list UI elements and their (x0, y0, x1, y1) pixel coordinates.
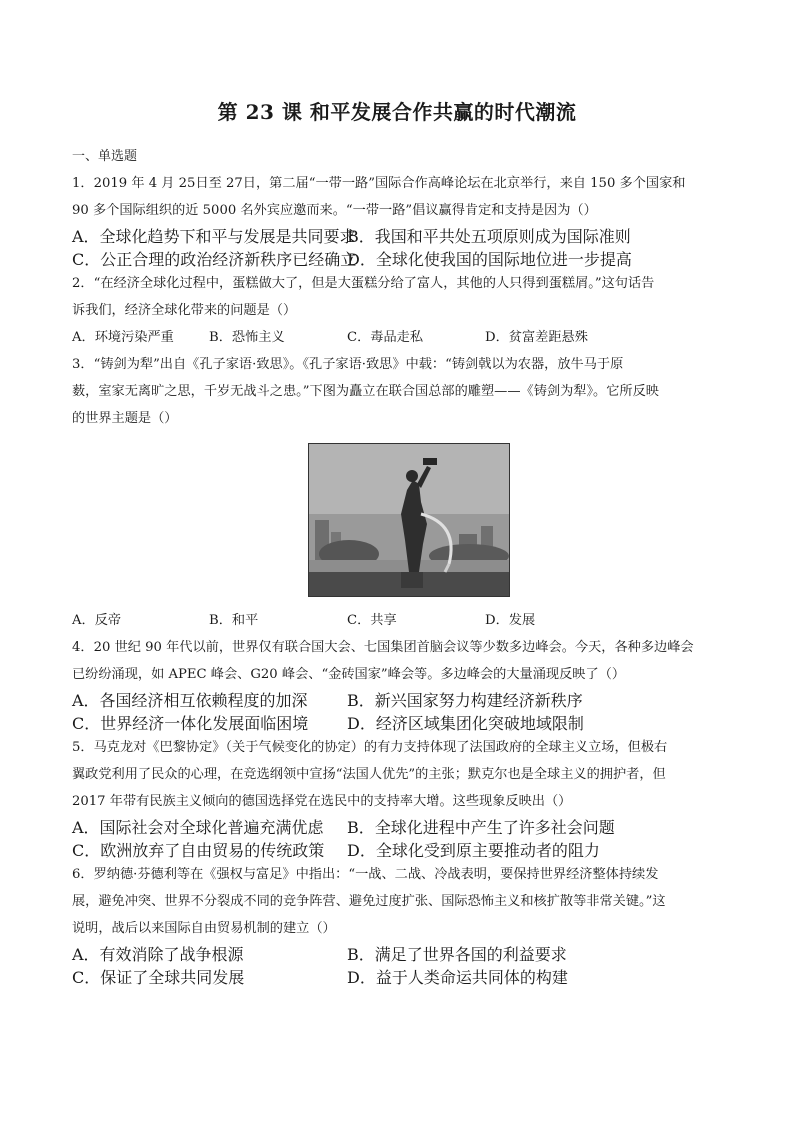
question-3-text-line-2: 薮，室家无离旷之思，千岁无战斗之患。”下图为矗立在联合国总部的雕塑——《铸剑为犁》。它所反映 (72, 384, 659, 399)
question-6-text-line-3: 说明，战后以来国际自由贸易机制的建立（） (72, 921, 336, 936)
sculpture-illustration (309, 444, 509, 596)
question-4-option-a: A．各国经济相互依赖程度的加深 (72, 691, 308, 710)
question-2-text-line-2: 诉我们，经济全球化带来的问题是（） (72, 303, 297, 318)
question-1-option-a: A．全球化趋势下和平与发展是共同要求 (72, 227, 356, 246)
question-5-option-b: B．全球化进程中产生了许多社会问题 (347, 818, 615, 837)
question-3 (72, 351, 722, 634)
question-3-option-a: A．反帝 (72, 613, 122, 628)
question-1-option-d: D．全球化使我国的国际地位进一步提高 (347, 250, 632, 269)
question-4-text-line-2: 已纷纷涌现，如 APEC 峰会、G20 峰会、“金砖国家”峰会等。多边峰会的大量涌现反映了（） (72, 667, 626, 682)
question-5-text-line-2: 翼政党利用了民众的心理，在竞选纲领中宣扬“法国人优先”的主张；默克尔也是全球主义的拥护者，但 (72, 767, 666, 782)
question-6-option-a: A．有效消除了战争根源 (72, 945, 244, 964)
question-4-text-line-1: 4．20 世纪 90 年代以前，世界仅有联合国大会、七国集团首脑会议等少数多边峰会。今天，各种多边峰会 (72, 640, 694, 655)
question-6-text-line-2: 展，避免冲突、世界不分裂成不同的竞争阵营、避免过度扩张、国际恐怖主义和核扩散等非常关键。”这 (72, 894, 666, 909)
page-title: 第 23 课 和平发展合作共赢的时代潮流 (217, 100, 577, 124)
question-6 (72, 861, 722, 988)
question-3-text-line-1: 3．“铸剑为犁”出自《孔子家语·致思》。《孔子家语·致思》中载：“铸剑戟以为农器，放牛马于原 (72, 357, 624, 372)
question-3-text-line-3: 的世界主题是（） (72, 411, 178, 426)
question-3-option-d: D．发展 (485, 613, 536, 628)
question-5-option-a: A．国际社会对全球化普遍充满优虑 (72, 818, 324, 837)
question-5-text-line-3: 2017 年带有民族主义倾向的德国选择党在选民中的支持率大增。这些现象反映出（） (72, 794, 572, 809)
question-1 (72, 170, 722, 270)
question-5-text-line-1: 5．马克龙对《巴黎协定》（关于气候变化的协定）的有力支持体现了法国政府的全球主义立场，但极右 (72, 740, 668, 755)
question-6-option-c: C．保证了全球共同发展 (72, 968, 245, 987)
question-4-option-d: D．经济区域集团化突破地域限制 (347, 714, 584, 733)
question-6-text-line-1: 6．罗纳德·芬德利等在《强权与富足》中指出：“一战、二战、冷战表明，要保持世界经济整体持续发 (72, 867, 659, 882)
question-1-text-line-2: 90 多个国际组织的近 5000 名外宾应邀而来。“一带一路”倡议赢得肯定和支持是因为（） (72, 203, 597, 218)
question-5 (72, 734, 722, 861)
question-4 (72, 634, 722, 734)
worksheet-page (72, 0, 722, 988)
question-3-figure-area (72, 432, 722, 607)
question-2-text-line-1: 2．“在经济全球化过程中，蛋糕做大了，但是大蛋糕分给了富人，其他的人只得到蛋糕屑。”这句话告 (72, 276, 655, 291)
section-heading: 一、单选题 (72, 149, 138, 164)
question-6-option-b: B．满足了世界各国的利益要求 (347, 945, 567, 964)
question-2 (72, 270, 722, 351)
question-4-option-b: B．新兴国家努力构建经济新秩序 (347, 691, 583, 710)
question-4-option-c: C．世界经济一体化发展面临困境 (72, 714, 309, 733)
sculpture-photo (308, 443, 510, 597)
question-1-text-line-1: 1．2019 年 4 月 25日至 27日，第二届“一带一路”国际合作高峰论坛在北京举行，来自 150 多个国家和 (72, 176, 686, 191)
question-3-option-c: C．共享 (347, 613, 397, 628)
question-5-option-c: C．欧洲放弃了自由贸易的传统政策 (72, 841, 325, 860)
question-2-option-b: B．恐怖主义 (209, 330, 285, 345)
question-1-option-c: C．公正合理的政治经济新秩序已经确立 (72, 250, 357, 269)
question-2-option-c: C．毒品走私 (347, 330, 424, 345)
question-6-option-d: D．益于人类命运共同体的构建 (347, 968, 568, 987)
question-5-option-d: D．全球化受到原主要推动者的阻力 (347, 841, 600, 860)
question-1-option-b: B．我国和平共处五项原则成为国际准则 (347, 227, 631, 246)
question-2-option-d: D．贫富差距悬殊 (485, 330, 588, 345)
question-3-option-b: B．和平 (209, 613, 259, 628)
question-2-option-a: A．环境污染严重 (72, 330, 174, 345)
